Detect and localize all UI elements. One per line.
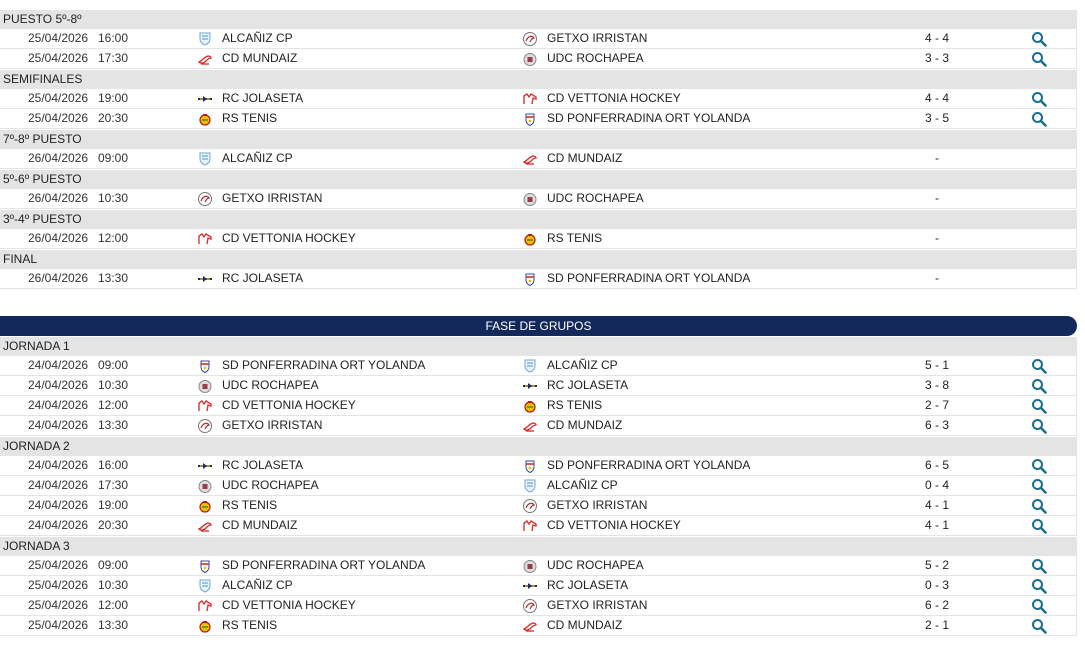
home-team-name: CD MUNDAIZ: [222, 51, 298, 65]
match-score: 4 - 1: [924, 498, 949, 512]
match-row: [0, 356, 1077, 376]
search-icon[interactable]: [1031, 498, 1047, 514]
home-team-name: SD PONFERRADINA ORT YOLANDA: [222, 358, 426, 372]
away-team[interactable]: [522, 616, 622, 635]
match-row: [0, 416, 1077, 436]
match-score: 4 - 1: [924, 518, 949, 532]
phase-header-group-stage: [0, 316, 1077, 336]
section-header: SEMIFINALES: [0, 69, 1077, 89]
home-team-name: SD PONFERRADINA ORT YOLANDA: [222, 558, 426, 572]
match-score: 2 - 7: [924, 398, 949, 412]
mundaiz-crest-icon: [522, 618, 538, 634]
away-team[interactable]: [522, 89, 681, 108]
getxo-crest-icon: [197, 418, 213, 434]
alcaniz-crest-icon: [197, 151, 213, 167]
match-score: 3 - 3: [924, 51, 949, 65]
home-team-name: UDC ROCHAPEA: [222, 378, 319, 392]
home-team[interactable]: [197, 556, 425, 575]
away-team[interactable]: [522, 496, 647, 515]
home-team-name: ALCAÑIZ CP: [222, 31, 293, 45]
getxo-crest-icon: [522, 598, 538, 614]
match-row: [0, 376, 1077, 396]
match-score: 0 - 3: [924, 578, 949, 592]
match-date: 25/04/2026: [28, 91, 89, 105]
away-team-name: UDC ROCHAPEA: [547, 558, 644, 572]
ponferradina-crest-icon: [522, 111, 538, 127]
home-team[interactable]: [197, 29, 293, 48]
match-score: -: [935, 191, 939, 205]
away-team[interactable]: [522, 376, 628, 395]
home-team-name: ALCAÑIZ CP: [222, 151, 293, 165]
search-icon[interactable]: [1031, 418, 1047, 434]
match-time: 16:00: [98, 31, 129, 45]
match-time: 12:00: [98, 231, 129, 245]
away-team[interactable]: [522, 596, 647, 615]
rochapea-crest-icon: [522, 558, 538, 574]
search-icon[interactable]: [1031, 51, 1047, 67]
match-time: 12:00: [98, 598, 129, 612]
jolaseta-crest-icon: [197, 271, 213, 287]
match-date: 25/04/2026: [28, 618, 89, 632]
home-team[interactable]: [197, 396, 356, 415]
away-team[interactable]: [522, 229, 602, 248]
away-team[interactable]: [522, 109, 750, 128]
match-score: -: [935, 271, 939, 285]
search-icon[interactable]: [1031, 478, 1047, 494]
match-row: [0, 109, 1077, 129]
away-team-name: GETXO IRRISTAN: [547, 598, 648, 612]
away-team-name: UDC ROCHAPEA: [547, 191, 644, 205]
away-team[interactable]: [522, 396, 602, 415]
ponferradina-crest-icon: [522, 458, 538, 474]
home-team-name: CD MUNDAIZ: [222, 518, 298, 532]
match-score: 3 - 8: [924, 378, 949, 392]
match-date: 25/04/2026: [28, 31, 89, 45]
vettonia-crest-icon: [197, 231, 213, 247]
tenis-crest-icon: [197, 498, 213, 514]
away-team-name: SD PONFERRADINA ORT YOLANDA: [547, 271, 751, 285]
away-team-name: RS TENIS: [547, 231, 603, 245]
match-row: [0, 49, 1077, 69]
home-team[interactable]: [197, 496, 277, 515]
match-row: [0, 456, 1077, 476]
match-score: 4 - 4: [924, 91, 949, 105]
away-team[interactable]: [522, 356, 618, 375]
match-time: 13:30: [98, 271, 129, 285]
jolaseta-crest-icon: [197, 458, 213, 474]
away-team-name: RS TENIS: [547, 398, 603, 412]
getxo-crest-icon: [522, 31, 538, 47]
match-date: 24/04/2026: [28, 418, 89, 432]
match-row: [0, 89, 1077, 109]
home-team[interactable]: [197, 516, 297, 535]
away-team[interactable]: [522, 476, 618, 495]
home-team[interactable]: [197, 149, 293, 168]
away-team[interactable]: [522, 516, 681, 535]
ponferradina-crest-icon: [522, 271, 538, 287]
home-team-name: GETXO IRRISTAN: [222, 191, 323, 205]
match-row: [0, 596, 1077, 616]
match-row: [0, 396, 1077, 416]
search-icon[interactable]: [1031, 458, 1047, 474]
match-time: 10:30: [98, 578, 129, 592]
phase-title: FASE DE GRUPOS: [485, 319, 592, 333]
match-date: 24/04/2026: [28, 398, 89, 412]
jolaseta-crest-icon: [197, 91, 213, 107]
away-team-name: ALCAÑIZ CP: [547, 358, 618, 372]
vettonia-crest-icon: [522, 518, 538, 534]
match-row: [0, 556, 1077, 576]
match-score: 2 - 1: [924, 618, 949, 632]
search-icon[interactable]: [1031, 598, 1047, 614]
home-team[interactable]: [197, 596, 356, 615]
home-team-name: CD VETTONIA HOCKEY: [222, 231, 356, 245]
tenis-crest-icon: [197, 111, 213, 127]
alcaniz-crest-icon: [197, 578, 213, 594]
home-team[interactable]: [197, 576, 293, 595]
ponferradina-crest-icon: [197, 358, 213, 374]
home-team-name: CD VETTONIA HOCKEY: [222, 398, 356, 412]
group-stage-results: [0, 336, 1077, 636]
match-time: 10:30: [98, 191, 129, 205]
match-date: 26/04/2026: [28, 151, 89, 165]
away-team[interactable]: [522, 149, 622, 168]
match-time: 13:30: [98, 418, 129, 432]
match-date: 25/04/2026: [28, 111, 89, 125]
match-row: [0, 616, 1077, 636]
match-time: 09:00: [98, 151, 129, 165]
search-icon[interactable]: [1031, 578, 1047, 594]
away-team-name: SD PONFERRADINA ORT YOLANDA: [547, 111, 751, 125]
search-icon[interactable]: [1031, 378, 1047, 394]
jolaseta-crest-icon: [522, 578, 538, 594]
alcaniz-crest-icon: [197, 31, 213, 47]
home-team-name: CD VETTONIA HOCKEY: [222, 598, 356, 612]
match-date: 24/04/2026: [28, 498, 89, 512]
home-team-name: UDC ROCHAPEA: [222, 478, 319, 492]
match-date: 26/04/2026: [28, 191, 89, 205]
away-team[interactable]: [522, 49, 644, 68]
away-team-name: CD MUNDAIZ: [547, 151, 623, 165]
section-header: JORNADA 2: [0, 436, 1077, 456]
away-team-name: SD PONFERRADINA ORT YOLANDA: [547, 458, 751, 472]
match-score: 6 - 2: [924, 598, 949, 612]
section-header: 5º-6º PUESTO: [0, 169, 1077, 189]
home-team-name: RS TENIS: [222, 498, 278, 512]
mundaiz-crest-icon: [522, 418, 538, 434]
away-team-name: CD VETTONIA HOCKEY: [547, 91, 681, 105]
home-team-name: RC JOLASETA: [222, 271, 304, 285]
search-icon[interactable]: [1031, 558, 1047, 574]
home-team[interactable]: [197, 229, 356, 248]
vettonia-crest-icon: [522, 91, 538, 107]
match-score: 0 - 4: [924, 478, 949, 492]
search-icon[interactable]: [1031, 358, 1047, 374]
match-row: [0, 149, 1077, 169]
alcaniz-crest-icon: [522, 358, 538, 374]
match-row: [0, 269, 1077, 289]
vettonia-crest-icon: [197, 598, 213, 614]
match-time: 09:00: [98, 558, 129, 572]
match-score: -: [935, 231, 939, 245]
away-team-name: CD MUNDAIZ: [547, 618, 623, 632]
match-row: [0, 229, 1077, 249]
away-team-name: RC JOLASETA: [547, 578, 629, 592]
home-team-name: RS TENIS: [222, 618, 278, 632]
match-time: 13:30: [98, 618, 129, 632]
rochapea-crest-icon: [522, 191, 538, 207]
home-team-name: RC JOLASETA: [222, 91, 304, 105]
away-team-name: CD VETTONIA HOCKEY: [547, 518, 681, 532]
home-team-name: RS TENIS: [222, 111, 278, 125]
getxo-crest-icon: [197, 191, 213, 207]
match-time: 19:00: [98, 498, 129, 512]
away-team[interactable]: [522, 269, 750, 288]
away-team[interactable]: [522, 556, 644, 575]
getxo-crest-icon: [522, 498, 538, 514]
away-team-name: RC JOLASETA: [547, 378, 629, 392]
tenis-crest-icon: [197, 618, 213, 634]
mundaiz-crest-icon: [197, 51, 213, 67]
search-icon[interactable]: [1031, 398, 1047, 414]
match-date: 24/04/2026: [28, 458, 89, 472]
home-team[interactable]: [197, 416, 322, 435]
knockout-results: [0, 9, 1077, 289]
away-team[interactable]: [522, 456, 750, 475]
mundaiz-crest-icon: [522, 151, 538, 167]
match-row: [0, 496, 1077, 516]
tenis-crest-icon: [522, 398, 538, 414]
match-date: 24/04/2026: [28, 518, 89, 532]
away-team-name: CD MUNDAIZ: [547, 418, 623, 432]
tenis-crest-icon: [522, 231, 538, 247]
match-row: [0, 516, 1077, 536]
match-score: 4 - 4: [924, 31, 949, 45]
home-team[interactable]: [197, 616, 277, 635]
rochapea-crest-icon: [197, 478, 213, 494]
match-date: 26/04/2026: [28, 231, 89, 245]
section-spacer: [0, 289, 1077, 316]
away-team[interactable]: [522, 576, 628, 595]
match-score: 5 - 1: [924, 358, 949, 372]
jolaseta-crest-icon: [522, 378, 538, 394]
match-date: 24/04/2026: [28, 358, 89, 372]
section-header: FINAL: [0, 249, 1077, 269]
match-date: 25/04/2026: [28, 598, 89, 612]
search-icon[interactable]: [1031, 31, 1047, 47]
match-time: 12:00: [98, 398, 129, 412]
away-team[interactable]: [522, 416, 622, 435]
match-score: 6 - 3: [924, 418, 949, 432]
home-team-name: GETXO IRRISTAN: [222, 418, 323, 432]
match-score: 5 - 2: [924, 558, 949, 572]
match-time: 16:00: [98, 458, 129, 472]
match-time: 17:30: [98, 51, 129, 65]
match-date: 24/04/2026: [28, 478, 89, 492]
match-score: -: [935, 151, 939, 165]
search-icon[interactable]: [1031, 618, 1047, 634]
match-time: 20:30: [98, 518, 129, 532]
match-time: 10:30: [98, 378, 129, 392]
rochapea-crest-icon: [197, 378, 213, 394]
home-team[interactable]: [197, 356, 425, 375]
home-team[interactable]: [197, 376, 319, 395]
match-time: 09:00: [98, 358, 129, 372]
home-team[interactable]: [197, 476, 319, 495]
match-time: 19:00: [98, 91, 129, 105]
search-icon[interactable]: [1031, 91, 1047, 107]
match-date: 26/04/2026: [28, 271, 89, 285]
section-header: JORNADA 3: [0, 536, 1077, 556]
match-date: 25/04/2026: [28, 558, 89, 572]
mundaiz-crest-icon: [197, 518, 213, 534]
home-team-name: RC JOLASETA: [222, 458, 304, 472]
home-team[interactable]: [197, 109, 277, 128]
home-team[interactable]: [197, 89, 303, 108]
match-time: 17:30: [98, 478, 129, 492]
vettonia-crest-icon: [197, 398, 213, 414]
rochapea-crest-icon: [522, 51, 538, 67]
ponferradina-crest-icon: [197, 558, 213, 574]
match-date: 24/04/2026: [28, 378, 89, 392]
home-team[interactable]: [197, 189, 322, 208]
home-team[interactable]: [197, 49, 297, 68]
match-date: 25/04/2026: [28, 578, 89, 592]
match-row: [0, 189, 1077, 209]
match-row: [0, 576, 1077, 596]
home-team[interactable]: [197, 456, 303, 475]
away-team-name: GETXO IRRISTAN: [547, 31, 648, 45]
away-team-name: ALCAÑIZ CP: [547, 478, 618, 492]
match-time: 20:30: [98, 111, 129, 125]
home-team-name: ALCAÑIZ CP: [222, 578, 293, 592]
section-header: JORNADA 1: [0, 336, 1077, 356]
away-team[interactable]: [522, 189, 644, 208]
match-date: 25/04/2026: [28, 51, 89, 65]
match-row: [0, 476, 1077, 496]
section-header: 7º-8º PUESTO: [0, 129, 1077, 149]
match-row: [0, 29, 1077, 49]
results-page: [0, 9, 1077, 636]
alcaniz-crest-icon: [522, 478, 538, 494]
away-team-name: GETXO IRRISTAN: [547, 498, 648, 512]
section-header: 3º-4º PUESTO: [0, 209, 1077, 229]
match-score: 6 - 5: [924, 458, 949, 472]
search-icon[interactable]: [1031, 518, 1047, 534]
home-team[interactable]: [197, 269, 303, 288]
section-header: PUESTO 5º-8º: [0, 9, 1077, 29]
away-team-name: UDC ROCHAPEA: [547, 51, 644, 65]
away-team[interactable]: [522, 29, 647, 48]
search-icon[interactable]: [1031, 111, 1047, 127]
match-score: 3 - 5: [924, 111, 949, 125]
